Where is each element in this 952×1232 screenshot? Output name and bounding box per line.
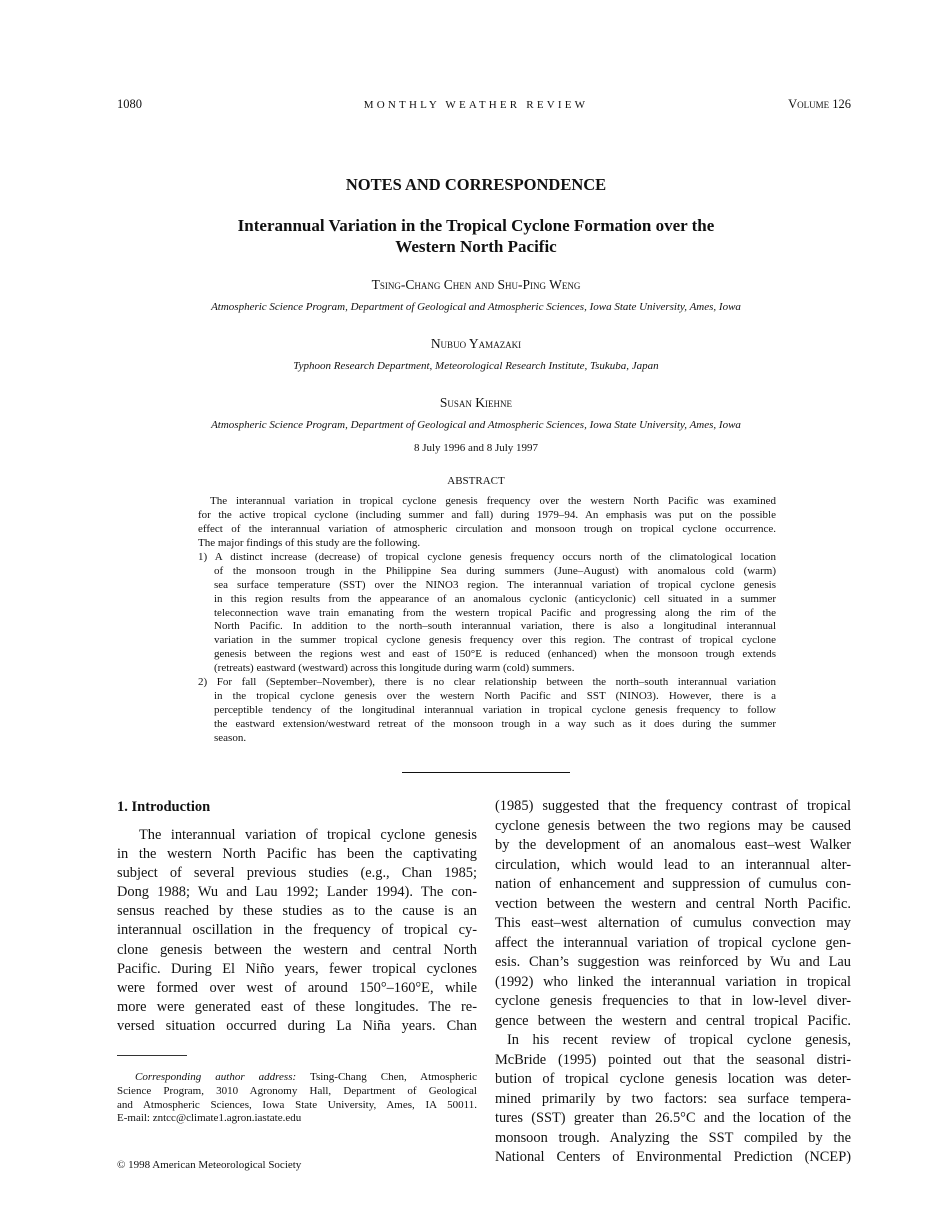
text-line: variation in the summer tropical cyclone genesis frequency over this region. The contrast of tropical cyclone [214,634,776,647]
text-line: in the western North Pacific has been the captivating [117,846,477,863]
text-line: the eastward extension/westward retreat of the monsoon trough in a way such as it does during the summer [214,718,776,730]
text-line: circulation, which would lead to an interannual alter- [495,856,851,873]
abstract-heading: ABSTRACT [447,475,505,487]
text-line: North Pacific. In addition to the north–south interannual variation, there is also a longitudinal interannual [214,620,776,633]
text-line: The interannual variation of tropical cyclone genesis [139,827,477,843]
text-line: 2) For fall (September–November), there is no clear relationship between the north–south interannual variation [198,676,776,689]
author-affiliation: Typhoon Research Department, Meteorological Research Institute, Tsukuba, Japan [293,360,659,372]
text-line: in the tropical cyclone genesis over the western North Pacific and SST (NINO3). However, there is a [214,690,776,703]
page-number: 1080 [117,97,142,111]
text-line: This east–west alternation of cumulus convection may [495,915,851,931]
footnote-line [117,1071,477,1085]
text-line: clone genesis between the western and central North [117,941,477,958]
volume-label: Volume 126 [788,97,851,111]
text-line: season. [214,731,247,744]
text-line: interannual oscillation in the frequency of tropical cy- [117,922,477,939]
paper-title [0,215,952,257]
footnote [117,1071,477,1126]
author-affiliation: Atmospheric Science Program, Department of Geological and Atmospheric Sciences, Iowa State University, Ames, Iowa [211,419,741,431]
text-line: (1992) who linked the interannual variation in tropical [495,973,851,990]
text-line: gence between the western and central tropical Pacific. [495,1012,851,1029]
footnote-text: Tsing-Chang Chen, Atmospheric [296,1071,477,1083]
text-line: mined primarily by two factors: sea surface tempera- [495,1090,851,1107]
text-line: effect of the interannual variation of atmospheric circulation and monsoon trough on tropical cyclone occurrence. [198,522,776,535]
text-line: cyclone genesis frequencies to that in low-level diver- [495,993,851,1009]
text-line: in this region results from the appearance of an anomalous cyclonic (anticyclonic) cell situated in a summer [214,592,776,605]
abstract-body [198,495,776,746]
text-line: monsoon trough. Analyzing the SST compiled by the [495,1129,851,1146]
footnote-label: Corresponding author address: [135,1071,297,1083]
title-line: Interannual Variation in the Tropical Cyclone Formation over the [237,216,715,235]
right-column-text [495,797,851,1168]
text-line: (retreats) eastward (westward) across this longitude during warm (cold) summers. [214,662,575,675]
text-line: sea surface temperature (SST) over the NINO3 region. The interannual variation of tropical cyclone genesis [214,578,776,591]
text-line: subject of several previous studies (e.g., Chan 1985; [117,865,477,882]
author-affiliation: Atmospheric Science Program, Department of Geological and Atmospheric Sciences, Iowa State University, Ames, Iowa [211,301,741,313]
section-divider [402,772,570,773]
title-line: Western North Pacific [395,237,557,256]
footnote-rule [117,1055,187,1056]
author-names: Susan Kiehne [439,395,513,410]
text-line: The interannual variation in tropical cyclone genesis frequency over the western North Pacific was examined [210,495,776,507]
text-line: teleconnection wave train emanating from the western tropical Pacific and progressing along the rim of the [214,606,776,619]
text-line: 1) A distinct increase (decrease) of tropical cyclone genesis frequency occurs north of the climatological location [198,550,776,563]
text-line: by the development of an anomalous east–west Walker [495,837,851,853]
text-line: perceptible tendency of the longitudinal interannual variation in tropical cyclone genesis frequency to follow [214,704,776,717]
intro-heading: 1. Introduction [117,799,211,815]
text-line: sensus reached by these studies as to the cause is an [117,903,477,920]
text-line: McBride (1995) pointed out that the seasonal distri- [495,1051,851,1068]
text-line: of the monsoon trough in the Philippine Sea during summers (June–August) with anomalous cold (warm) [214,564,776,577]
text-line: esis. Chan’s suggestion was reinforced by Wu and Lau [495,954,851,970]
received-dates: 8 July 1996 and 8 July 1997 [413,442,539,454]
text-line: cyclone genesis between the two regions may be caused [495,817,851,834]
copyright: © 1998 American Meteorological Society [117,1159,302,1171]
text-line: bution of tropical cyclone genesis location was deter- [495,1071,851,1087]
text-line: were formed over west of around 150°–160°E, while [117,979,477,996]
text-line: versed situation occurred during La Niña years. Chan [117,1017,477,1034]
author-names: Tsing-Chang Chen and Shu-Ping Weng [371,277,581,292]
footnote-line: E-mail: zntcc@climate1.agron.iastate.edu [117,1112,302,1125]
text-line: nation of enhancement and suppression of cumulus con- [495,876,851,892]
footnote-line: and Atmospheric Sciences, Iowa State University, Ames, IA 50011. [117,1098,477,1111]
text-line: affect the interannual variation of tropical cyclone gen- [495,934,851,951]
text-line: Dong 1988; Wu and Lau 1992; Lander 1994). The con- [117,884,477,901]
text-line: In his recent review of tropical cyclone genesis, [507,1032,851,1048]
text-line: for the active tropical cyclone (including summer and fall) during 1979–94. An emphasis was put on the possible [198,508,776,521]
text-line: more were generated east of these longitudes. The re- [117,998,477,1015]
author-names: Nubuo Yamazaki [430,336,522,351]
footnote-line: Science Program, 3010 Agronomy Hall, Department of Geological [117,1084,477,1097]
journal-name: MONTHLY WEATHER REVIEW [363,99,589,111]
text-line: vection between the western and central North Pacific. [495,895,851,912]
text-line: tures (SST) greater than 26.5°C and the location of the [495,1110,851,1126]
text-line: genesis between the regions west and east of 150°E is reduced (enhanced) when the monsoon trough extends [214,648,776,661]
text-line: The major findings of this study are the following. [198,536,421,549]
section-heading: NOTES AND CORRESPONDENCE [345,175,607,194]
text-line: Pacific. During El Niño years, fewer tropical cyclones [117,960,477,977]
text-line: National Centers of Environmental Prediction (NCEP) [495,1149,851,1165]
text-line: (1985) suggested that the frequency contrast of tropical [495,798,851,814]
left-column-text [117,826,477,1036]
